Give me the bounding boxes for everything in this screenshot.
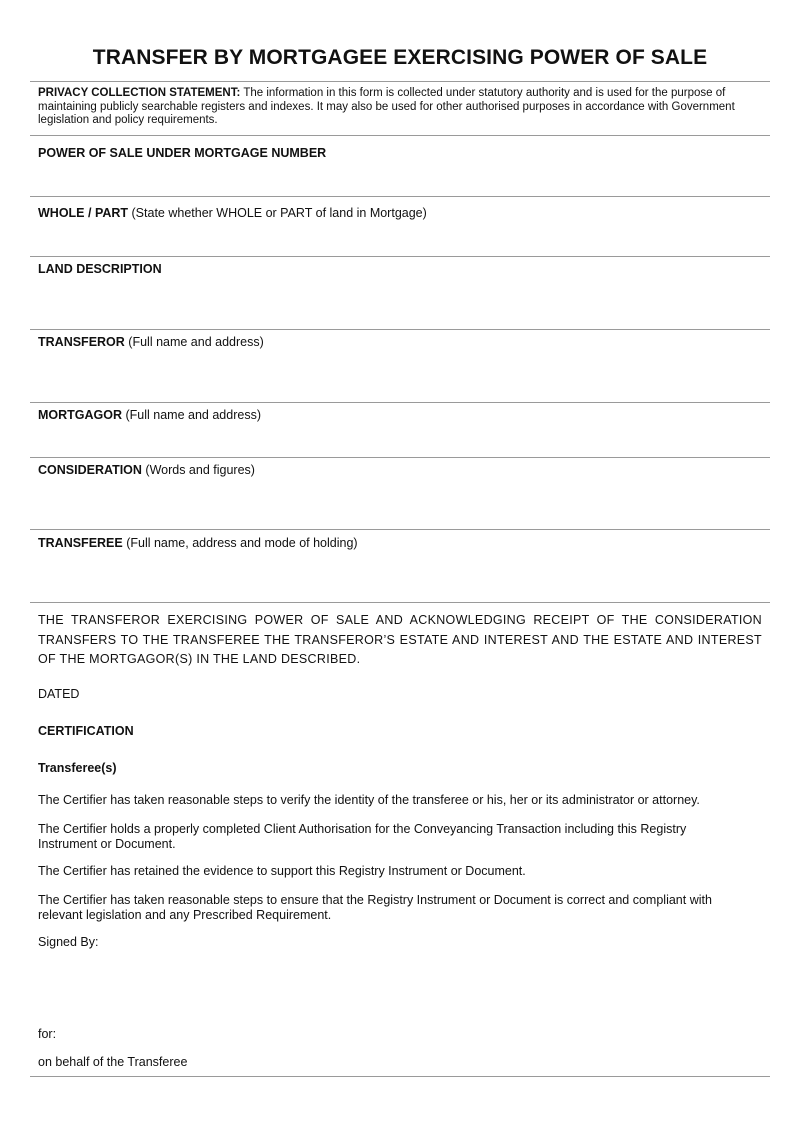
privacy-label: PRIVACY COLLECTION STATEMENT: (38, 87, 241, 99)
on-behalf-label: on behalf of the Transferee (38, 1055, 188, 1069)
transferee-label: TRANSFEREE (38, 536, 123, 550)
for-label: for: (38, 1027, 57, 1041)
divider (30, 256, 770, 257)
transfer-statement: THE TRANSFEROR EXERCISING POWER OF SALE AND ACKNOWLEDGING RECEIPT OF THE CONSIDERATION TRANSFERS TO THE TRANSFEREE THE TRANSFEROR’S ESTATE AND INTEREST AND THE ESTATE AND INTEREST OF THE MORTGAGOR(S) IN THE LAND DESCRIBED. (38, 613, 762, 666)
certification-statement: The Certifier has taken reasonable steps to verify the identity of the transferee or his, her or its administrator or attorney. (38, 793, 700, 807)
dated-label: DATED (38, 687, 80, 701)
consideration-field[interactable] (38, 463, 255, 478)
form-title: TRANSFER BY MORTGAGEE EXERCISING POWER OF SALE (92, 46, 708, 69)
mortgagor-hint: (Full name and address) (122, 408, 261, 422)
privacy-text: The information in this form is collected under statutory authority and is used for the purpose of maintaining publicly searchable registers and indexes. It may also be used for other authorised purposes in accordance with Government legislation and policy requirements. (38, 87, 735, 127)
certification-heading: CERTIFICATION (38, 724, 134, 738)
mortgagor-field[interactable] (38, 408, 261, 423)
whole-part-field[interactable] (38, 206, 427, 221)
transferee-hint: (Full name, address and mode of holding) (122, 536, 358, 550)
divider (30, 402, 770, 403)
whole-part-label: WHOLE / PART (38, 206, 129, 220)
divider (30, 135, 770, 136)
power-of-sale-field[interactable] (38, 146, 326, 161)
divider (30, 81, 770, 82)
transferor-hint: (Full name and address) (124, 335, 264, 349)
certification-statement: The Certifier has taken reasonable steps to ensure that the Registry Instrument or Document is correct and compliant with relevant legislation and any Prescribed Requirement. (38, 893, 712, 922)
consideration-hint: (Words and figures) (141, 463, 255, 477)
transferor-field[interactable] (38, 335, 264, 350)
transferee-field[interactable] (38, 536, 358, 551)
whole-part-hint: (State whether WHOLE or PART of land in Mortgage) (128, 206, 427, 220)
divider (30, 602, 770, 603)
land-description-field[interactable] (38, 262, 162, 277)
divider (30, 196, 770, 197)
divider (30, 329, 770, 330)
mortgagor-label: MORTGAGOR (38, 408, 123, 422)
consideration-label: CONSIDERATION (38, 463, 142, 477)
divider (30, 1076, 770, 1077)
divider (30, 529, 770, 530)
land-description-label: LAND DESCRIPTION (38, 262, 162, 276)
signed-by-label: Signed By: (38, 935, 99, 949)
certification-statement: The Certifier holds a properly completed Client Authorisation for the Conveyancing Transaction including this Registry Instrument or Document. (38, 822, 687, 851)
transferor-label: TRANSFEROR (38, 335, 125, 349)
certification-statement: The Certifier has retained the evidence to support this Registry Instrument or Document. (38, 864, 526, 878)
power-of-sale-label: POWER OF SALE UNDER MORTGAGE NUMBER (38, 146, 327, 160)
certification-subheading: Transferee(s) (38, 761, 117, 775)
privacy-statement (38, 87, 766, 128)
divider (30, 457, 770, 458)
